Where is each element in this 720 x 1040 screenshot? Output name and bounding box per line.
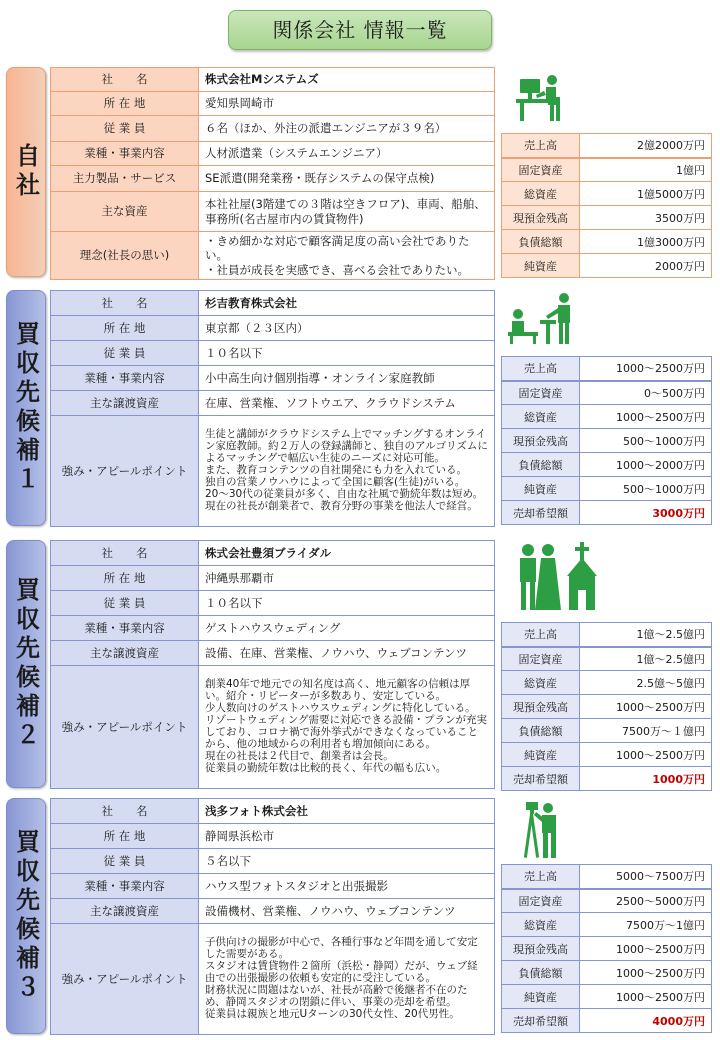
table-row: 売上高 5000～7500万円 — [502, 865, 712, 889]
table-row: 現預金残高 1000～2500万円 — [502, 695, 712, 719]
table-row: 主力製品・サービス SE派遣(開発業務・既存システムの保守点検) — [51, 166, 495, 192]
photographer-icon — [518, 800, 568, 858]
table-row: 総資産 1000～2500万円 — [502, 405, 712, 429]
table-row: 社 名 株式会社Mシステムズ — [51, 68, 495, 92]
candidate-1-finance-table — [501, 356, 712, 525]
table-row: 主な資産 本社社屋(3階建ての３階は空きフロア)、車両、船舶、事務所(名古屋市内の賃貸物件) — [51, 192, 495, 232]
table-row: 従 業 員 ６名（ほか、外注の派遣エンジニアが３９名） — [51, 116, 495, 142]
table-row: 固定資産 1億～2.5億円 — [502, 647, 712, 671]
table-row: 総資産 1億5000万円 — [502, 182, 712, 206]
table-row: 主な譲渡資産 設備、在庫、営業権、ノウハウ、ウェブコンテンツ — [51, 641, 495, 666]
self-finance-table — [501, 133, 712, 278]
table-row: 現預金残高 3500万円 — [502, 206, 712, 230]
table-row: 所 在 地 沖縄県那覇市 — [51, 566, 495, 591]
candidate-1-badge: 買収先候補１ — [6, 290, 46, 526]
table-row: 負債総額 1000～2500万円 — [502, 961, 712, 985]
asking-price: 3000万円 — [580, 501, 712, 525]
self-badge: 自社 — [6, 67, 46, 277]
candidate-1-section — [6, 290, 716, 526]
table-row: 従 業 員 １０名以下 — [51, 591, 495, 616]
table-row: 所 在 地 静岡県浜松市 — [51, 824, 495, 849]
self-info-table — [50, 67, 495, 280]
candidate-1-info-table — [50, 290, 495, 527]
asking-price: 4000万円 — [580, 1009, 712, 1033]
table-row: 主な譲渡資産 設備機材、営業権、ノウハウ、ウェブコンテンツ — [51, 899, 495, 924]
candidate-2-info-table — [50, 540, 495, 789]
page-title: 関係会社 情報一覧 — [228, 10, 492, 50]
table-row: 現預金残高 500～1000万円 — [502, 429, 712, 453]
table-row: 固定資産 2500～5000万円 — [502, 889, 712, 913]
table-row: 業種・事業内容 ハウス型フォトスタジオと出張撮影 — [51, 874, 495, 899]
table-row: 強み・アピールポイント 子供向けの撮影が中心で、各種行事など年間を通して安定した需要がある。 スタジオは賃貸物件２箇所（浜松・静岡）だが、ウェブ経由での出張撮影の依頼も安定的に受注している。 財務状況に問題はないが、社長が高齢で後継者不在のため、静岡スタジオの閉鎖に伴い、事業の売却を希望。 従業員は親族と地元Uターンの30代女性、20代男性。 — [51, 924, 495, 1035]
table-row: 社 名 浅多フォト株式会社 — [51, 799, 495, 824]
company-name: 株式会社豊須ブライダル — [199, 541, 495, 566]
candidate-3-info-table — [50, 798, 495, 1035]
wedding-chapel-icon — [518, 542, 600, 612]
teacher-student-icon — [504, 292, 580, 344]
table-row: 強み・アピールポイント 生徒と講師がクラウドシステム上でマッチングするオンライン家庭教師。約２万人の登録講師と、独自のアルゴリズムによるマッチングで幅広い生徒のニーズに対応可能。 また、教育コンテンツの自社開発にも力を入れている。 独自の営業ノウハウによって全国に顧客(生徒)がいる。 20～30代の従業員が多く、自由な社風で勤続年数は短め。 現在の社長が創業者で、教育分野の事業を他法人で経営。 — [51, 416, 495, 527]
table-row: 負債総額 7500万～１億円 — [502, 719, 712, 743]
table-row: 従 業 員 ５名以下 — [51, 849, 495, 874]
table-row: 固定資産 1億円 — [502, 158, 712, 182]
table-row: 主な譲渡資産 在庫、営業権、ソフトウエア、クラウドシステム — [51, 391, 495, 416]
table-row: 売却希望額 4000万円 — [502, 1009, 712, 1033]
table-row: 強み・アピールポイント 創業40年で地元での知名度は高く、地元顧客の信頼は厚い。紹介・リピーターが多数あり、安定している。 少人数向けのゲストハウスウェディングに特化している。 リゾートウェディング需要に対応できる設備・プランが充実しており、コロナ禍で海外挙式ができなくなっていることから、他の地域からの利用者も増加傾向にある。 現在の社長は２代目で、創業者は会長。 従業員の勤続年数は比較的長く、年代の幅も広い。 — [51, 666, 495, 789]
table-row: 所 在 地 東京都（２３区内） — [51, 316, 495, 341]
table-row: 理念(社長の思い) ・きめ細かな対応で顧客満足度の高い会社でありたい。 ・社員が成長を実感でき、喜べる会社でありたい。 — [51, 232, 495, 280]
candidate-2-badge: 買収先候補２ — [6, 540, 46, 788]
table-row: 従 業 員 １０名以下 — [51, 341, 495, 366]
table-row: 総資産 7500万～1億円 — [502, 913, 712, 937]
company-name: 株式会社Mシステムズ — [199, 68, 495, 92]
table-row: 社 名 株式会社豊須ブライダル — [51, 541, 495, 566]
candidate-3-section — [6, 798, 716, 1034]
table-row: 純資産 1000～2500万円 — [502, 743, 712, 767]
table-row: 業種・事業内容 人材派遣業（システムエンジニア） — [51, 142, 495, 166]
table-row: 売却希望額 3000万円 — [502, 501, 712, 525]
candidate-3-finance-table — [501, 864, 712, 1033]
company-name: 浅多フォト株式会社 — [199, 799, 495, 824]
asking-price: 1000万円 — [580, 767, 712, 791]
table-row: 負債総額 1億3000万円 — [502, 230, 712, 254]
candidate-3-badge: 買収先候補３ — [6, 798, 46, 1034]
candidate-2-section — [6, 540, 716, 788]
table-row: 業種・事業内容 小中高生向け個別指導・オンライン家庭教師 — [51, 366, 495, 391]
table-row: 現預金残高 1000～2500万円 — [502, 937, 712, 961]
table-row: 固定資産 0～500万円 — [502, 381, 712, 405]
table-row: 売上高 1億～2.5億円 — [502, 623, 712, 647]
candidate-2-finance-table — [501, 622, 712, 791]
company-name: 杉吉教育株式会社 — [199, 291, 495, 316]
self-company-section — [6, 67, 716, 277]
table-row: 純資産 1000～2500万円 — [502, 985, 712, 1009]
office-worker-icon — [516, 73, 566, 121]
table-row: 所 在 地 愛知県岡崎市 — [51, 92, 495, 116]
table-row: 総資産 2.5億～5億円 — [502, 671, 712, 695]
table-row: 純資産 2000万円 — [502, 254, 712, 278]
table-row: 社 名 杉吉教育株式会社 — [51, 291, 495, 316]
table-row: 負債総額 1000～2000万円 — [502, 453, 712, 477]
table-row: 売上高 1000～2500万円 — [502, 357, 712, 381]
table-row: 売却希望額 1000万円 — [502, 767, 712, 791]
table-row: 業種・事業内容 ゲストハウスウェディング — [51, 616, 495, 641]
table-row: 純資産 500～1000万円 — [502, 477, 712, 501]
table-row: 売上高 2億2000万円 — [502, 134, 712, 158]
